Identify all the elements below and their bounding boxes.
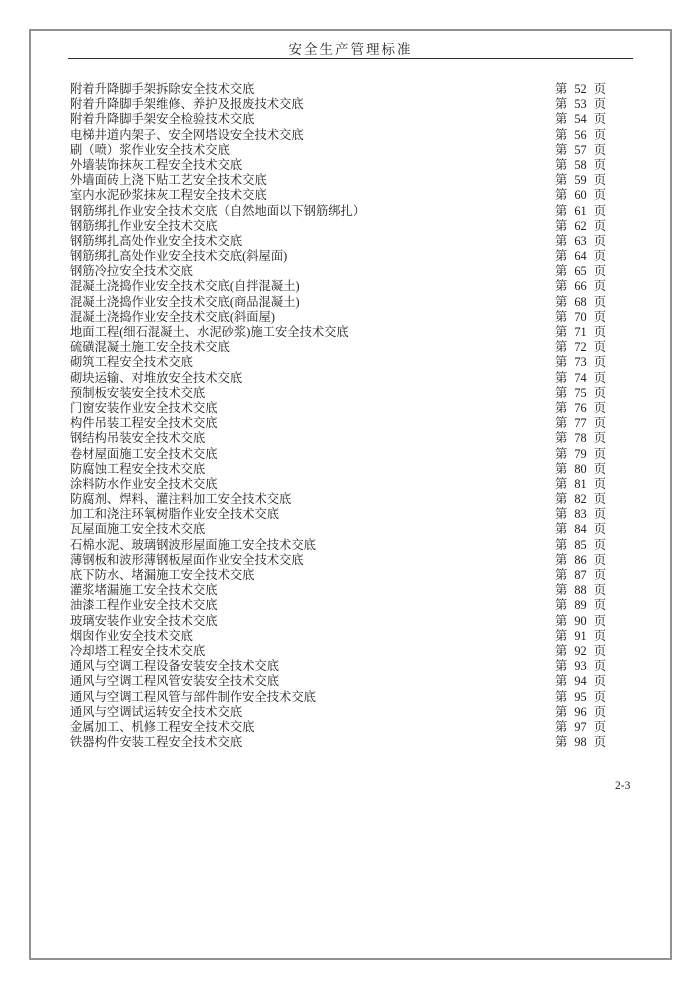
toc-entry-page: 第 74 页 [554,370,606,385]
toc-entry-page: 第 72 页 [554,340,606,355]
toc-entry [70,538,606,553]
toc-entry-title: 烟囱作业安全技术交底 [70,628,193,643]
toc-entry [70,644,606,659]
toc-entry [70,690,606,705]
toc-entry-page: 第 94 页 [554,674,606,689]
toc-entry-page: 第 93 页 [554,659,606,674]
toc-entry-title: 防腐剂、焊料、灌注料加工安全技术交底 [70,492,292,507]
toc-entry-title: 防腐蚀工程安全技术交底 [70,461,206,476]
toc-entry-page: 第 82 页 [554,492,606,507]
toc-entry [70,234,606,249]
toc-entry-title: 硫磺混凝土施工安全技术交底 [70,340,230,355]
toc-entry-title: 附着升降脚手架拆除安全技术交底 [70,82,255,96]
toc-entry-page: 第 64 页 [554,249,606,264]
toc-entry-page: 第 71 页 [554,325,606,339]
toc-entry [70,97,606,112]
toc-entry-page: 第 53 页 [554,97,606,112]
toc-entry-page: 第 98 页 [554,735,606,750]
toc-entry-page: 第 60 页 [554,188,606,203]
toc-entry [70,598,606,613]
toc-entry-title: 金属加工、机修工程安全技术交底 [70,719,255,734]
toc-entry [70,188,606,203]
toc-entry [70,143,606,158]
toc-entry [70,386,606,401]
toc-entry-title: 玻璃安装作业安全技术交底 [70,613,218,628]
toc-entry-title: 混凝土浇捣作业安全技术交底(斜面屋) [70,309,275,324]
toc-entry [70,447,606,462]
toc-entry-page: 第 97 页 [554,719,606,734]
toc-entry [70,310,606,325]
toc-entry [70,705,606,720]
toc-entry-page: 第 86 页 [554,552,606,567]
toc-entry-page: 第 56 页 [554,127,606,142]
toc-entry [70,325,606,340]
toc-entry-page: 第 83 页 [554,507,606,522]
toc-entry-title: 钢筋绑扎高处作业安全技术交底 [70,233,243,248]
toc-entry-title: 钢筋绑扎作业安全技术交底 [70,218,218,233]
toc-entry-title: 附着升降脚手架维修、养护及报废技术交底 [70,97,304,112]
toc-entry-page: 第 59 页 [554,173,606,188]
toc-entry-page: 第 63 页 [554,233,606,248]
toc-entry-page: 第 85 页 [554,537,606,552]
toc-entry-page: 第 91 页 [554,628,606,643]
document-header-title: 安全生产管理标准 [288,42,413,57]
toc-entry-title: 砌筑工程安全技术交底 [70,355,193,370]
toc-entry-page: 第 88 页 [554,583,606,598]
toc-entry [70,659,606,674]
toc-entry-page: 第 81 页 [554,476,606,491]
toc-entry-title: 冷却塔工程安全技术交底 [70,643,206,658]
toc-entry [70,462,606,477]
toc-entry-title: 钢结构吊装安全技术交底 [70,431,206,446]
toc-entry [70,507,606,522]
toc-entry-title: 外墙面砖上浇下贴工艺安全技术交底 [70,173,267,188]
toc-entry-title: 卷材屋面施工安全技术交底 [70,446,218,461]
toc-entry [70,583,606,598]
toc-entry-page: 第 80 页 [554,461,606,476]
toc-entry-title: 钢筋绑扎作业安全技术交底（自然地面以下钢筋绑扎） [70,203,366,218]
toc-entry [70,735,606,750]
header-divider [68,58,633,59]
toc-entry-title: 通风与空调工程设备安装安全技术交底 [70,659,280,674]
toc-entry-page: 第 84 页 [554,522,606,537]
toc-entry-page: 第 61 页 [554,203,606,218]
toc-entry-page: 第 70 页 [554,309,606,324]
toc-entry [70,249,606,264]
toc-entry [70,674,606,689]
toc-entry-page: 第 58 页 [554,157,606,172]
toc-entry-title: 通风与空调工程风管与部件制作安全技术交底 [70,689,316,704]
toc-entry-title: 电梯井道内架子、安全网塔设安全技术交底 [70,127,304,142]
toc-entry [70,112,606,127]
toc-entry-page: 第 87 页 [554,568,606,582]
page-number: 2-3 [615,780,631,792]
toc-entry-page: 第 65 页 [554,264,606,279]
toc-entry [70,264,606,279]
toc-entry [70,431,606,446]
toc-entry-title: 室内水泥砂浆抹灰工程安全技术交底 [70,188,267,203]
toc-entry-page: 第 57 页 [554,142,606,157]
toc-entry [70,553,606,568]
toc-entry-title: 加工和浇注环氧树脂作业安全技术交底 [70,507,280,522]
toc-entry-page: 第 76 页 [554,400,606,415]
toc-entry-page: 第 73 页 [554,355,606,370]
toc-entry [70,295,606,310]
toc-entry-title: 预制板安装安全技术交底 [70,385,206,400]
toc-entry [70,614,606,629]
page-frame [29,29,672,960]
toc-entry [70,204,606,219]
toc-entry-title: 地面工程(细石混凝土、水泥砂浆)施工安全技术交底 [70,325,349,339]
toc-entry-title: 涂料防水作业安全技术交底 [70,476,218,491]
toc-entry [70,158,606,173]
toc-entry-page: 第 54 页 [554,112,606,127]
toc-entry-title: 钢筋绑扎高处作业安全技术交底(斜屋面) [70,249,288,264]
toc-entry-title: 瓦屋面施工安全技术交底 [70,522,206,537]
toc-entry-title: 石棉水泥、玻璃钢波形屋面施工安全技术交底 [70,537,316,552]
toc-entry [70,82,606,97]
toc-entry-title: 混凝土浇捣作业安全技术交底(自拌混凝土) [70,279,300,294]
toc-entry [70,568,606,583]
toc-entry [70,371,606,386]
toc-entry-title: 灌浆堵漏施工安全技术交底 [70,583,218,598]
toc-entry-title: 钢筋冷拉安全技术交底 [70,264,193,279]
toc-entry [70,416,606,431]
toc-entry-title: 附着升降脚手架安全检验技术交底 [70,112,255,127]
toc-entry-page: 第 77 页 [554,416,606,431]
toc-list [70,82,606,750]
toc-entry-title: 构件吊装工程安全技术交底 [70,416,218,431]
toc-entry [70,128,606,143]
toc-entry-title: 油漆工程作业安全技术交底 [70,598,218,613]
toc-entry-title: 刷（喷）浆作业安全技术交底 [70,142,230,157]
toc-entry [70,401,606,416]
toc-entry [70,492,606,507]
toc-entry [70,340,606,355]
toc-entry-title: 外墙装饰抹灰工程安全技术交底 [70,157,243,172]
toc-entry [70,477,606,492]
toc-entry [70,522,606,537]
toc-entry-title: 底下防水、堵漏施工安全技术交底 [70,568,255,582]
toc-entry-title: 门窗安装作业安全技术交底 [70,400,218,415]
toc-entry-title: 砌块运输、对堆放安全技术交底 [70,370,243,385]
toc-entry-page: 第 75 页 [554,385,606,400]
toc-entry-page: 第 78 页 [554,431,606,446]
toc-entry-title: 通风与空调试运转安全技术交底 [70,704,243,719]
toc-entry-page: 第 79 页 [554,446,606,461]
toc-entry-page: 第 68 页 [554,294,606,309]
toc-entry [70,355,606,370]
toc-entry-page: 第 96 页 [554,704,606,719]
toc-entry-title: 铁器构件安装工程安全技术交底 [70,735,243,750]
toc-entry [70,279,606,294]
toc-entry-page: 第 92 页 [554,643,606,658]
toc-entry-page: 第 90 页 [554,613,606,628]
toc-entry-page: 第 62 页 [554,218,606,233]
toc-entry [70,219,606,234]
toc-entry-page: 第 52 页 [554,82,606,96]
toc-entry-page: 第 89 页 [554,598,606,613]
toc-entry-title: 薄钢板和波形薄钢板屋面作业安全技术交底 [70,552,304,567]
toc-entry-title: 混凝土浇捣作业安全技术交底(商品混凝土) [70,294,300,309]
toc-entry [70,629,606,644]
toc-entry-page: 第 95 页 [554,689,606,704]
toc-entry-page: 第 66 页 [554,279,606,294]
toc-entry [70,720,606,735]
toc-entry-title: 通风与空调工程风管安装安全技术交底 [70,674,280,689]
toc-entry [70,173,606,188]
